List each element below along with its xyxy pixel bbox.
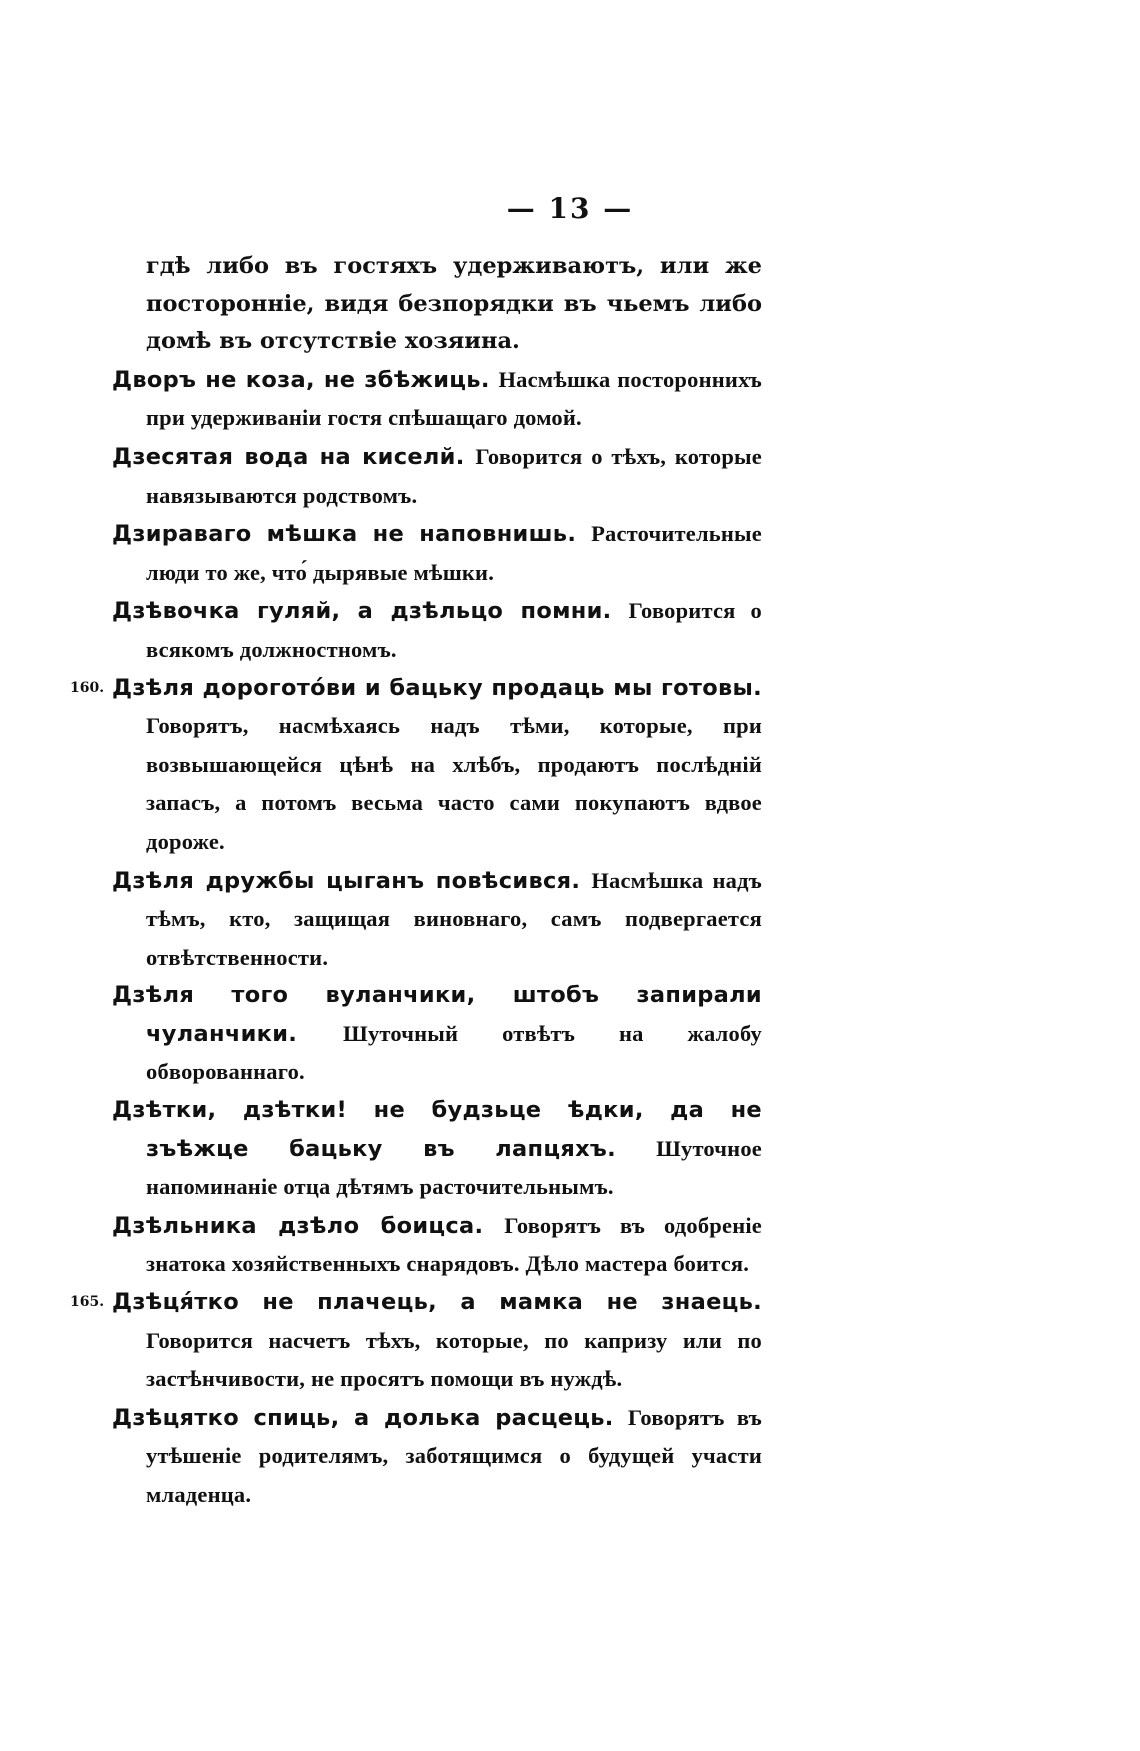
proverb-headword: Дзѣля дороготóви и бацьку продаць мы готовы. (112, 674, 762, 701)
proverb-entry (112, 1092, 762, 1207)
proverb-gloss: Насмѣшка надъ тѣмъ, кто, защищая виновнаго, самъ подвергается отвѣтственности. (146, 867, 762, 970)
proverb-gloss: Расточительные люди то же, что́ дырявые мѣшки. (146, 521, 762, 585)
proverb-entry (70, 1284, 762, 1399)
proverb-entry (112, 361, 762, 438)
proverb-entry (70, 670, 762, 862)
proverb-headword: Дзѣцятко спиць, а долька расцець. (112, 1404, 614, 1431)
proverb-entry (112, 438, 762, 515)
proverb-entry (112, 977, 762, 1092)
proverb-gloss: Говорятъ въ утѣшеніе родителямъ, заботящимся о будущей участи младенца. (146, 1404, 762, 1507)
proverb-gloss: Говорятъ въ одобреніе знатока хозяйственныхъ снарядовъ. Дѣло мастера боится. (146, 1212, 762, 1277)
proverb-list (70, 248, 762, 1515)
proverb-gloss: Говорится о тѣхъ, которые навязываются родствомъ. (146, 443, 762, 508)
proverb-headword: Дзѣля дружбы цыганъ повѣсився. (112, 867, 581, 894)
proverb-entry (112, 515, 762, 592)
entry-number: 165. (70, 1294, 105, 1311)
proverb-gloss: Говорятъ, насмѣхаясь надъ тѣми, которые, при возвышающейся цѣнѣ на хлѣбъ, продаютъ послѣдній запасъ, а потомъ весьма часто сами покупаютъ вдвое дороже. (146, 713, 762, 854)
proverb-headword: Дзѣльника дзѣло боицса. (112, 1212, 484, 1239)
proverb-headword: Дзесятая вода на киселй. (112, 443, 465, 470)
proverb-gloss: Говорится насчетъ тѣхъ, которые, по капризу или по застѣнчивости, не просятъ помощи въ нуждѣ. (146, 1327, 762, 1392)
proverb-headword: Дзираваго мѣшка не наповнишь. (112, 521, 577, 548)
proverb-headword: Дзѣтки, дзѣтки! не будзьце ѣдки, да не зъѣжце бацьку въ лапцяхъ. (112, 1097, 762, 1162)
proverb-gloss: Говорится о всякомъ должностномъ. (146, 598, 762, 662)
proverb-headword: Дзѣвочка гуляй, а дзѣльцо помни. (112, 598, 612, 625)
proverb-entry (112, 1399, 762, 1515)
proverb-entry (112, 862, 762, 978)
proverb-headword: Дзѣця́тко не плачець, а мамка не знаець. (112, 1289, 762, 1316)
proverb-gloss: Шуточный отвѣтъ на жалобу обворованнаго. (146, 1020, 762, 1085)
proverb-gloss: Шуточное напоминаніе отца дѣтямъ расточительнымъ. (146, 1135, 762, 1200)
proverb-entry (112, 1207, 762, 1284)
entry-number: 160. (70, 679, 105, 696)
continued-gloss: гдѣ либо въ гостяхъ удерживаютъ, или же посторонніе, видя безпорядки въ чьемъ либо домѣ въ отсутствіе хозяина. (146, 253, 762, 355)
page-number: — 13 — (506, 192, 634, 225)
proverb-headword: Дворъ не коза, не збѣжиць. (112, 366, 490, 393)
proverb-headword: Дзѣля того вуланчики, штобъ запирали чуланчики. (112, 982, 762, 1047)
proverb-gloss: Насмѣшка постороннихъ при удерживаніи гостя спѣшащаго домой. (146, 366, 762, 431)
proverb-entry (112, 592, 762, 669)
